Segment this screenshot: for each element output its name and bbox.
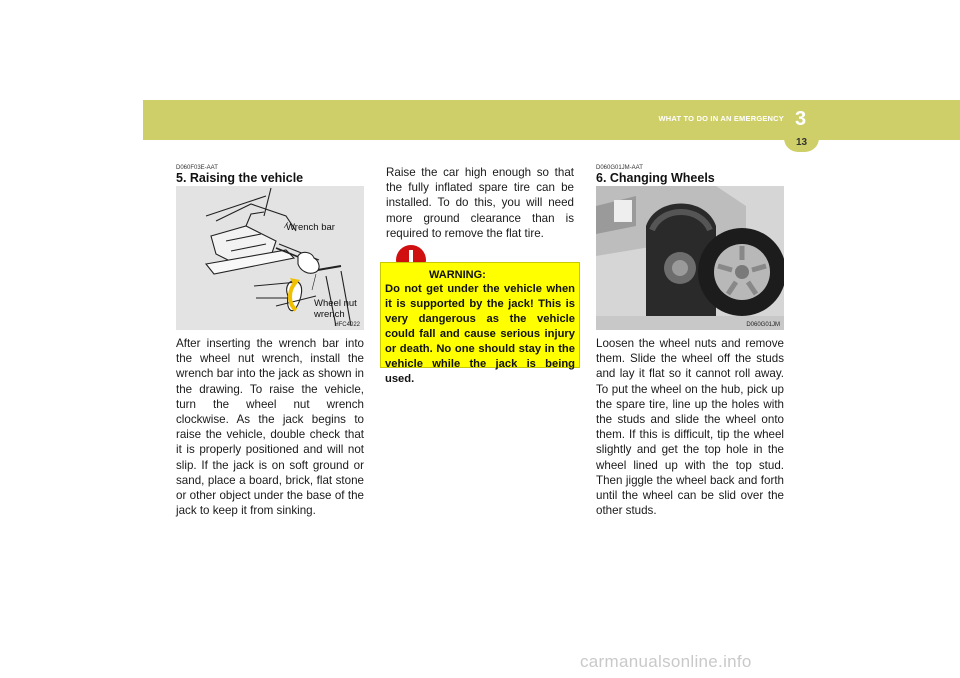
figure-label-wheel-nut-line2: wrench <box>314 309 345 320</box>
wheel-photo-drawing <box>596 186 784 330</box>
figure-label-wrench-bar: Wrench bar <box>286 222 335 233</box>
warning-title: WARNING: <box>429 269 486 281</box>
warning-box <box>380 262 580 385</box>
section-code-changing-wheels: D060G01JM-AAT <box>596 165 643 171</box>
figure-label-wheel-nut-wrench <box>314 298 357 320</box>
chapter-title: WHAT TO DO IN AN EMERGENCY <box>658 114 784 123</box>
watermark: carmanualsonline.info <box>580 652 752 671</box>
section-title-raising-vehicle: 5. Raising the vehicle <box>176 171 304 185</box>
chapter-header-band <box>143 100 960 140</box>
figure-code-wheel: D060G01JM <box>746 322 780 328</box>
warning-text: Do not get under the vehicle when it is supported by the jack! This is very dangerous as the vehicle could fall and cause serious injury or death. No one should stay in the vehicle while the jack is being used. <box>385 283 575 385</box>
section-code: D060F03E-AAT <box>176 165 218 171</box>
page-number: 13 <box>795 137 808 148</box>
chapter-number: 3 <box>795 108 807 130</box>
changing-wheels-body: Loosen the wheel nuts and remove them. Slide the wheel off the studs and lay it flat so it cannot roll away. To put the wheel on the hub, pick up the spare tire, line up the holes with the studs and slide the wheel onto them. If this is difficult, tip the wheel slightly and get the top hole in the wheel lined up with the top stud. Then jiggle the wheel back and forth until the wheel can be slid over the other studs. <box>596 337 784 518</box>
figure-label-wheel-nut-line1: Wheel nut <box>314 298 357 309</box>
raise-car-body: Raise the car high enough so that the fully inflated spare tire can be installed. To do this, you will need more ground clearance than is required to remove the flat tire. <box>386 166 574 240</box>
jack-illustration <box>176 186 364 330</box>
section-title-changing-wheels: 6. Changing Wheels <box>596 171 715 185</box>
wheel-change-photo <box>596 186 784 330</box>
raising-vehicle-body: After inserting the wrench bar into the wheel nut wrench, install the wrench bar into the jack as shown in the drawing. To raise the vehicle, turn the wheel nut wrench clockwise. As the jack begins to raise the vehicle, double check that it is properly positioned and will not slip. If the jack is on soft ground or sand, place a board, brick, flat stone or other object under the base of the jack to keep it from sinking. <box>176 337 364 518</box>
figure-code: HFC4022 <box>334 322 360 328</box>
